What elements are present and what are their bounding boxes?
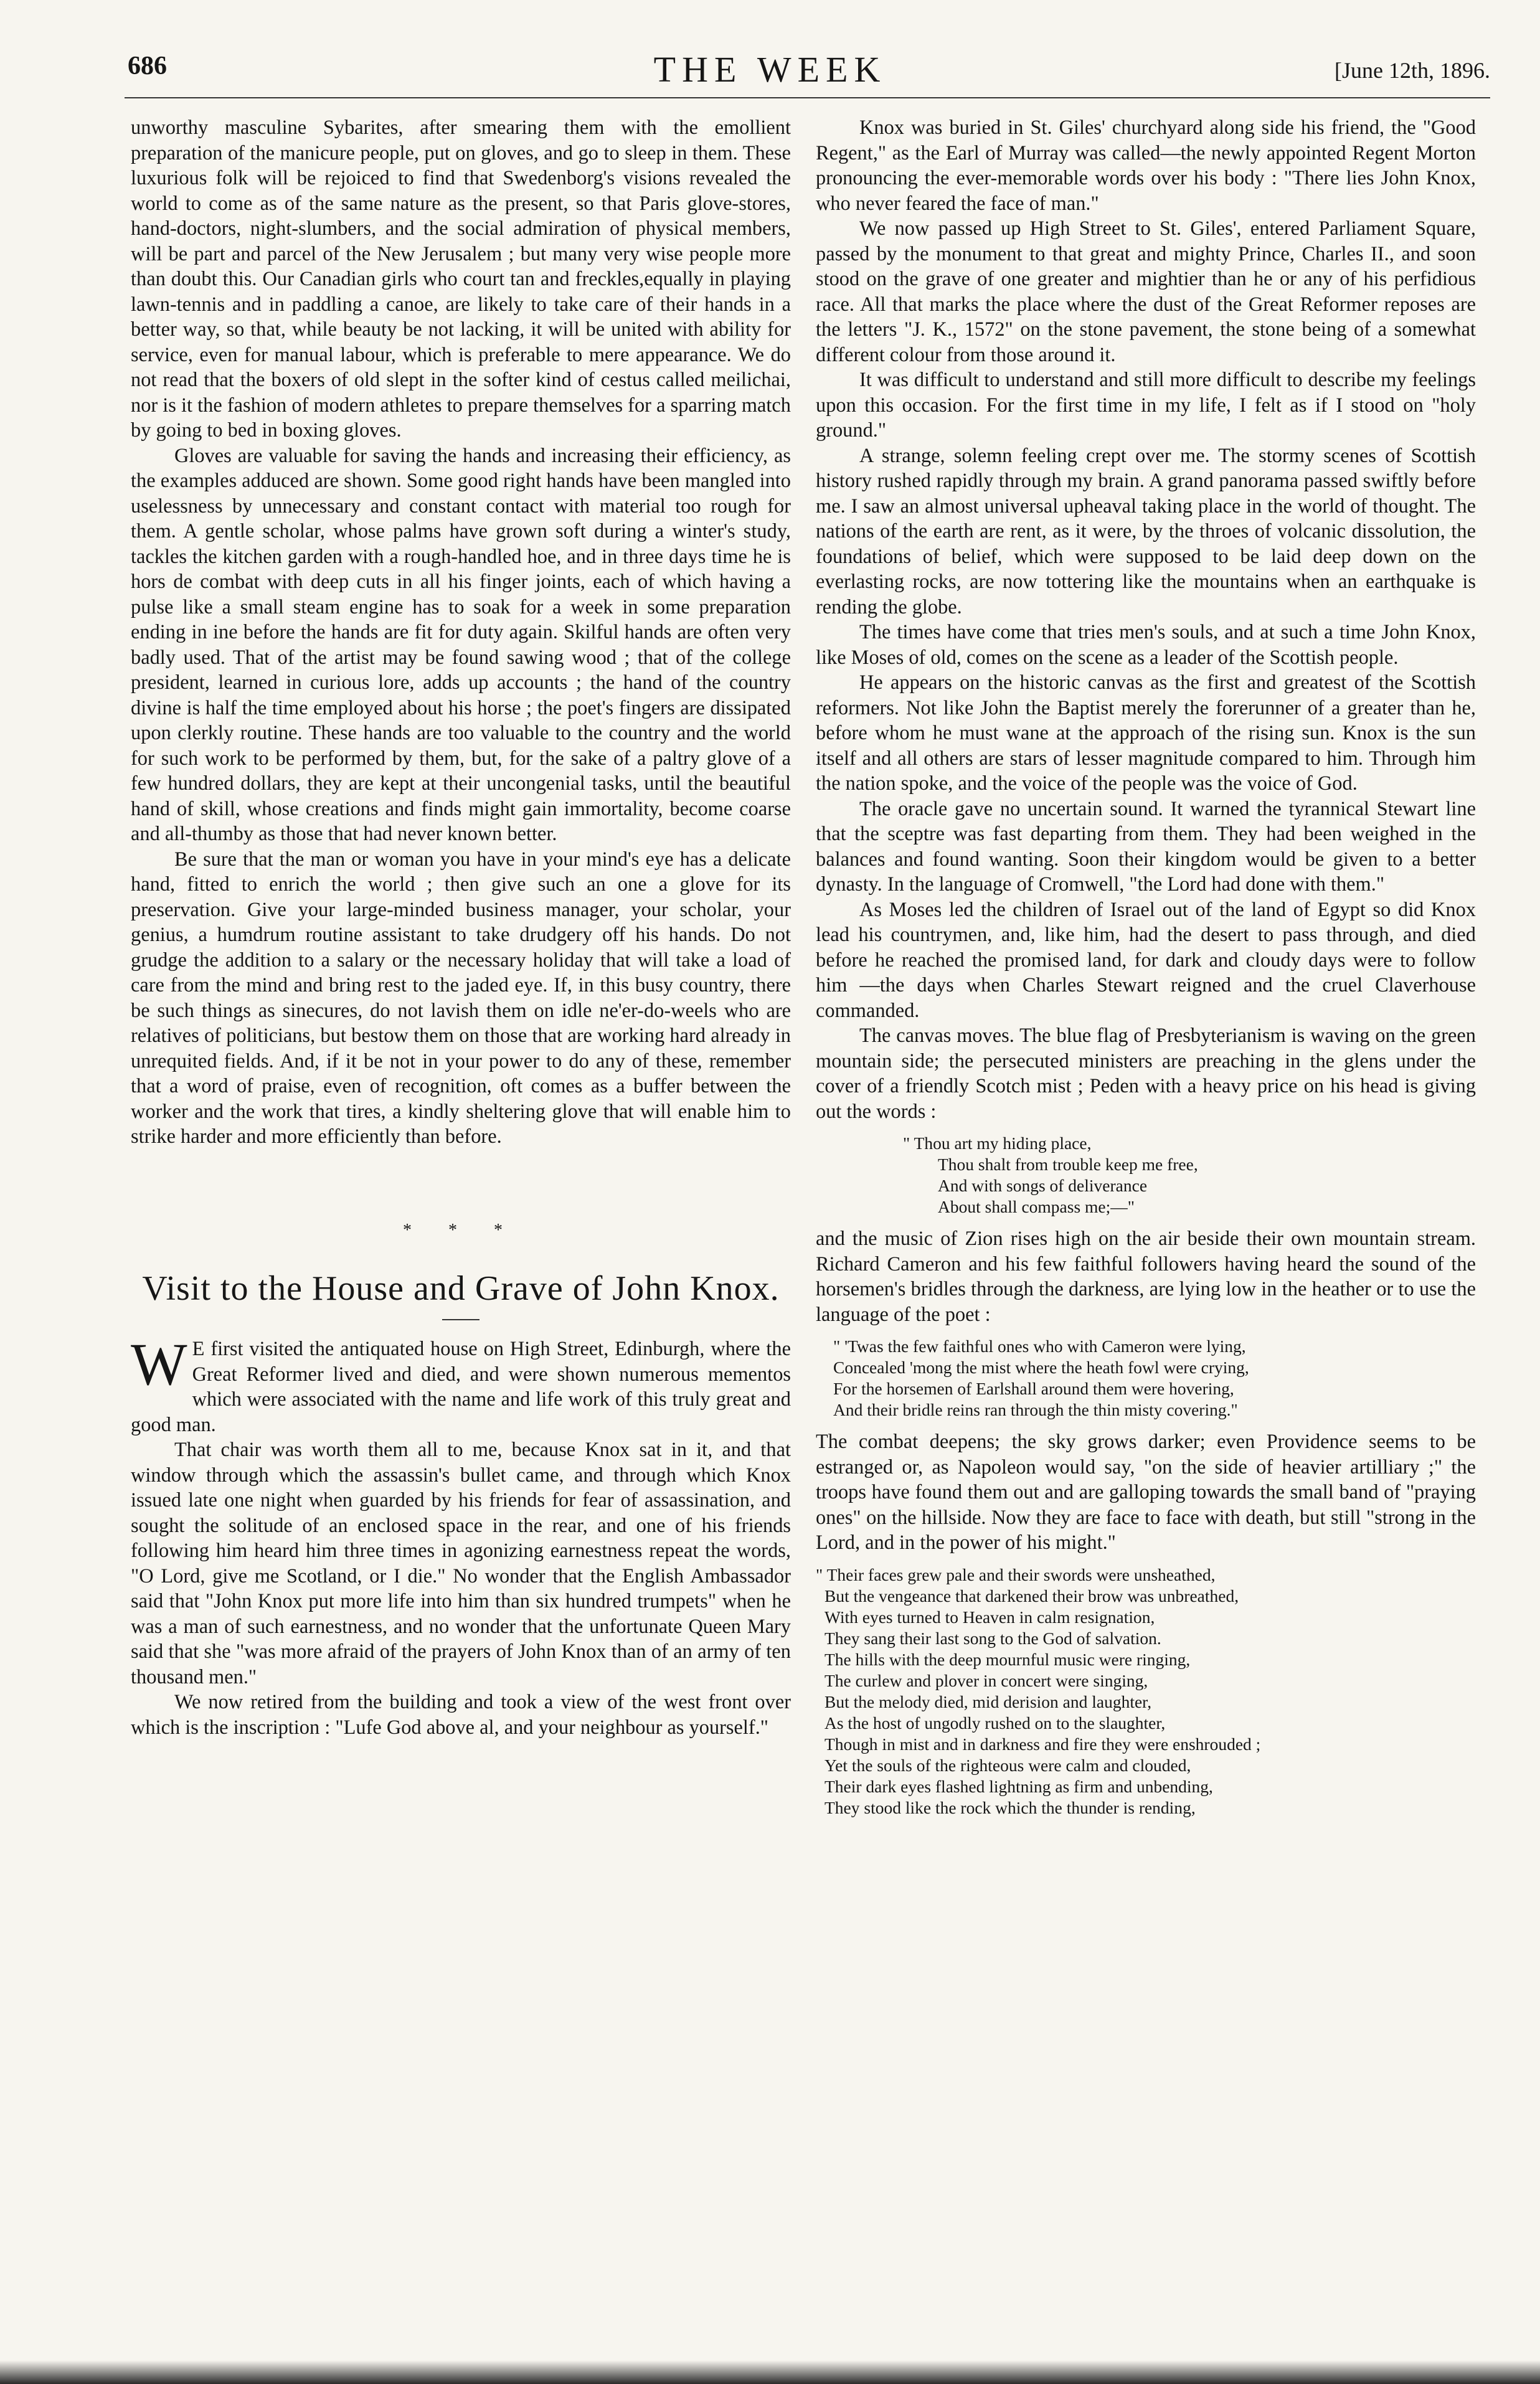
verse-line: " Their faces grew pale and their swords were unsheathed,: [816, 1564, 1216, 1584]
verse-line: And their bridle reins ran through the thin misty covering.": [833, 1400, 1238, 1419]
page-header: [0, 0, 1540, 93]
first-paragraph-text: E first visited the antiquated house on High Street, Edinburgh, where the Great Reformer lived and died, and were shown numerous mementos which were associated with the name and life work of this truly great and good man.: [131, 1338, 791, 1436]
header-rule: [125, 97, 1490, 98]
verse-line: Though in mist and in darkness and fire they were enshrouded ;: [824, 1734, 1261, 1754]
verse-line: Yet the souls of the righteous were calm and clouded,: [824, 1755, 1191, 1775]
right-column: [816, 115, 1476, 1827]
hymn-verse: [903, 1133, 1476, 1218]
journal-title: THE WEEK: [653, 49, 887, 90]
verse-line: As the host of ungodly rushed on to the slaughter,: [824, 1713, 1166, 1733]
verse-line: " 'Twas the few faithful ones who with Cameron were lying,: [833, 1336, 1246, 1356]
body-paragraph: We now passed up High Street to St. Giles', entered Parliament Square, passed by the monument to that great and mighty Prince, Charles II., and soon stood on the grave of one greater and mightier than he or any of his perfidious race. All that marks the place where the dust of the Great Reformer reposes are the letters "J. K., 1572" on the stone pavement, the stone being of a somewhat different colour from those around it.: [816, 217, 1476, 366]
verse-line: About shall compass me;—": [938, 1197, 1135, 1216]
body-paragraph: That chair was worth them all to me, because Knox sat in it, and that window through which the assassin's bullet came, and through which Knox issued late one night when guarded by his friends for fear of assassination, and sought the solitude of an enclosed space in the rear, and one of his friends following him heard him three times in agonizing earnestness repeat the words, "O Lord, give me Scotland, or I die." No wonder that the English Ambassador said that "John Knox put more life into him than six hundred trumpets" when he was a man of such earnestness, and no wonder that the unfortunate Queen Mary said that she "was more afraid of the prayers of John Knox than of an army of ten thousand men.": [131, 1439, 791, 1688]
body-paragraph: Be sure that the man or woman you have in your mind's eye has a delicate hand, fitted to enrich the world ; then give such an one a glove for its preservation. Give your large-minded business manager, your scholar, your genius, a humdrum routine assistant to take drudgery off his hands. Do not grudge the addition to a salary or the necessary holiday that will take a load of care from the mind and bring rest to the jaded eye. If, in this busy country, there be such things as sinecures, do not lavish them on idle ne'er-do-weels who are relatives of politicians, but bestow them on those that are working hard already in unrequited fields. And, if it be not in your power to do any of these, remember that a word of praise, even of recognition, oft comes as a buffer between the worker and the work that tires, a kindly sheltering glove that will enable him to strike harder and more efficiently than before.: [131, 848, 791, 1148]
verse-line: With eyes turned to Heaven in calm resignation,: [824, 1607, 1155, 1627]
drop-cap: W: [131, 1331, 187, 1398]
verse-line: The curlew and plover in concert were singing,: [824, 1670, 1148, 1690]
verse-line: Thou shalt from trouble keep me free,: [938, 1155, 1198, 1174]
body-paragraph: It was difficult to understand and still more difficult to describe my feelings upon this occasion. For the first time in my life, I felt as if I stood on "holy ground.": [816, 369, 1476, 442]
title-rule: [442, 1319, 479, 1320]
cameron-verse: [833, 1336, 1476, 1421]
verse-line: But the vengeance that darkened their brow was unbreathed,: [824, 1586, 1239, 1606]
verse-line: But the melody died, mid derision and laughter,: [824, 1691, 1152, 1711]
body-paragraph: A strange, solemn feeling crept over me. The stormy scenes of Scottish history rushed rapidly through my brain. A grand panorama passed swiftly before me. I saw an almost universal upheaval taking place in the world of thought. The nations of the earth are rent, as it were, by the throes of volcanic dissolution, the foundations of belief, which were supposed to be laid deep down on the everlasting rocks, are now tottering like the mountains when an earthquake is rending the globe.: [816, 444, 1476, 618]
section-separator: * * *: [403, 1220, 519, 1240]
body-paragraph: As Moses led the children of Israel out of the land of Egypt so did Knox lead his countrymen, and, like him, had the desert to pass through, and died before he reached the promised land, for dark and cloudy days were to follow him —the days when Charles Stewart reigned and the cruel Claverhouse commanded.: [816, 898, 1476, 1022]
verse-line: The hills with the deep mournful music were ringing,: [824, 1649, 1191, 1669]
verse-line: Concealed 'mong the mist where the heath fowl were crying,: [833, 1358, 1249, 1377]
body-paragraph: Gloves are valuable for saving the hands and increasing their efficiency, as the examples adduced are shown. Some good right hands have been mangled into uselessness by unnecessary and constant contact with material too rough for them. A gentle scholar, whose palms have grown soft during a winter's study, tackles the kitchen garden with a rough-handled hoe, and in three days time he is hors de combat with deep cuts in all his finger joints, each of which having a pulse like a small steam engine has to soak for a week in some preparation ending in ine before the hands are fit for duty again. Skilful hands are often very badly used. That of the artist may be found sawing wood ; that of the college president, learned in curious lore, adds up accounts ; the hand of the country divine is half the time employed about his horse ; the poet's fingers are dissipated upon clerkly routine. These hands are too valuable to the country and the world for such work to be performed by them, but, for the sake of a paltry glove of a few hundred dollars, they are kept at their uncongenial tasks, until the beautiful hand of skill, whose creations and finds might gain immortality, become coarse and all-thumby as those that had never known better.: [131, 444, 791, 845]
verse-line: They stood like the rock which the thunder is rending,: [824, 1797, 1196, 1817]
body-paragraph: and the music of Zion rises high on the air beside their own mountain stream. Richard Cameron and his few faithful followers having heard the sound of the horsemen's bridles through the darkness, are lying low in the heather or to use the language of the poet :: [816, 1227, 1476, 1326]
body-paragraph: The canvas moves. The blue flag of Presbyterianism is waving on the green mountain side; the persecuted ministers are preaching in the glens under the cover of a friendly Scotch mist ; Peden with a heavy price on his head is giving out the words :: [816, 1024, 1476, 1123]
body-paragraph: Knox was buried in St. Giles' churchyard along side his friend, the "Good Regent," as the Earl of Murray was called—the newly appointed Regent Morton pronouncing the ever-memorable words over his body : "There lies John Knox, who never feared the face of man.": [816, 116, 1476, 215]
verse-line: For the horsemen of Earlshall around them were hovering,: [833, 1379, 1234, 1398]
body-paragraph: The combat deepens; the sky grows darker; even Providence seems to be estranged or, as Napoleon would say, "on the side of heavier artilliary ;" the troops have found them out and are galloping towards the small band of "praying ones" on the hillside. Now they are face to face with death, but still "strong in the Lord, and in the power of his might.": [816, 1431, 1476, 1554]
page-number: 686: [128, 52, 167, 80]
article-title: Visit to the House and Grave of John Knox.: [142, 1269, 780, 1308]
verse-line: And with songs of deliverance: [938, 1176, 1148, 1195]
verse-line: Their dark eyes flashed lightning as firm and unbending,: [824, 1776, 1213, 1796]
left-column: [131, 115, 791, 1740]
article-first-paragraph: [131, 1331, 791, 1437]
issue-date: [June 12th, 1896.: [1335, 58, 1490, 83]
closing-verse: [816, 1564, 1476, 1819]
body-paragraph: We now retired from the building and took a view of the west front over which is the inscription : "Lufe God above al, and your neighbour as yourself.": [131, 1691, 791, 1739]
body-paragraph: He appears on the historic canvas as the first and greatest of the Scottish reformers. Not like John the Baptist merely the forerunner of a greater than he, before whom he must wane at the approach of the rising sun. Knox is the sun itself and all others are stars of lesser magnitude compared to him. Through him the nation spoke, and the voice of the people was the voice of God.: [816, 671, 1476, 795]
body-paragraph: The oracle gave no uncertain sound. It warned the tyrannical Stewart line that the sceptre was fast departing from them. They had been weighed in the balances and found wanting. Soon their kingdom would be given to a better dynasty. In the language of Cromwell, "the Lord had done with them.": [816, 797, 1476, 896]
verse-line: They sang their last song to the God of salvation.: [824, 1628, 1161, 1648]
body-paragraph: The times have come that tries men's souls, and at such a time John Knox, like Moses of old, comes on the scene as a leader of the Scottish people.: [816, 621, 1476, 669]
page-bottom-edge: [0, 2360, 1540, 2384]
body-paragraph: unworthy masculine Sybarites, after smearing them with the emollient preparation of the manicure people, put on gloves, and go to sleep in them. These luxurious folk will be rejoiced to find that Swedenborg's visions revealed the world to come as of the same nature as the present, so that Paris glove-stores, hand-doctors, night-slumbers, and the social admiration of physical members, will be part and parcel of the New Jerusalem ; but many very wise people more than doubt this. Our Canadian girls who court tan and freckles,equally in playing lawn-tennis and in paddling a canoe, are likely to take care of their hands in a better way, so that, while beauty be not lacking, it will be united with ability for service, even for manual labour, which is preferable to mere appearance. We do not read that the boxers of old slept in the softer kind of cestus called meilichai, nor is it the fashion of modern athletes to prepare themselves for a sparring match by going to bed in boxing gloves.: [131, 116, 791, 442]
verse-line: " Thou art my hiding place,: [903, 1133, 1092, 1153]
